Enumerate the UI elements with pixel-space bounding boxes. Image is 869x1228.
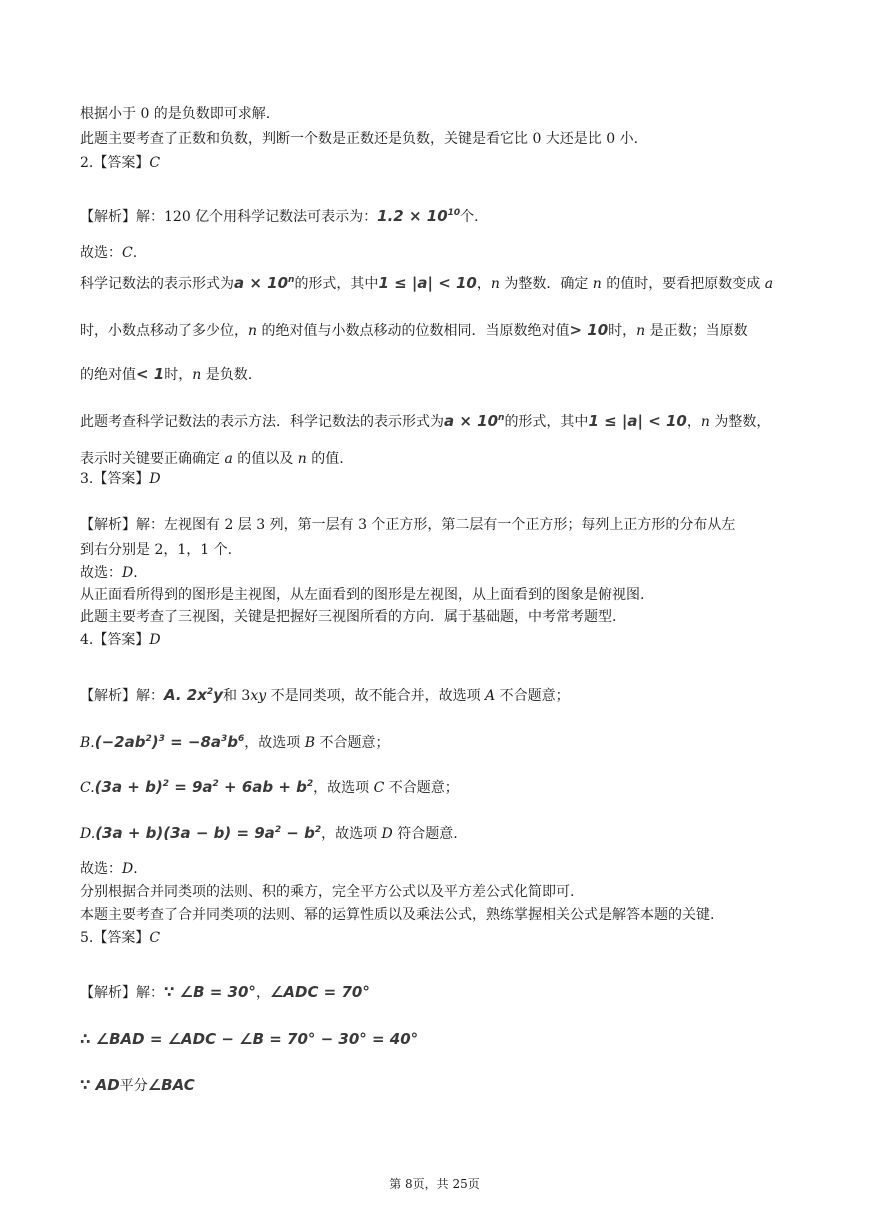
analysis-line: 【解析】解：A. $2x^2y$和 3xy 不是同类项，故不能合并，故选项 A 不合题意； [80,686,570,704]
text: 个. [460,209,479,225]
text-line: 此题主要考查了三视图，关键是把握好三视图所看的方向．属于基础题，中考常考题型. [80,609,617,625]
text: 根据小于 0 的是负数即可求解. [80,106,271,122]
answer-letter: C [149,155,161,171]
page-footer [0,1176,869,1192]
answer-letter: D [149,471,161,487]
text-line: 科学记数法的表示形式为$a \times 10^n$的形式，其中1 ≤ |a| < 10，n 为整数．确定 n 的值时，要看把原数变成 a [80,274,774,292]
analysis-line: 【解析】解：∵ ∠B = 30°，∠ADC = 70° [80,983,370,1001]
text-line: $C.(3a + b)^2 = 9a^2 + 6ab + b^2$，故选项 C 不合题意； [80,778,459,796]
text: 【解析】解：120 亿个用科学记数法可表示为： [80,209,378,225]
formula: $1.2 \times 10^{10}$ [377,207,461,225]
answer-heading [80,153,789,173]
text-line [80,104,789,124]
formula: ∠ADC = 70° [269,983,370,1001]
answer-heading: 5.【答案】C [80,930,161,946]
analysis-line: 【解析】解：左视图有 2 层 3 列，第一层有 3 个正方形，第二层有一个正方形；每列上正方形的分布从左 [80,517,736,533]
answer-heading: 4.【答案】D [80,632,161,648]
formula: $a \times 10^n$ [444,412,505,430]
formula: 1 ≤ |a| < 10 [588,412,687,430]
analysis-line [80,206,789,227]
text-line: 分别根据合并同类项的法则、积的乘方，完全平方公式以及平方差公式化简即可. [80,884,575,900]
text-line: 从正面看所得到的图形是主视图，从左面看到的图形是左视图，从上面看到的图象是俯视图. [80,587,645,603]
text-line: $D.(3a + b)(3a - b) = 9a^2 - b^2$，故选项 D 符合题意. [80,824,458,842]
text-line: ∵ AD平分∠BAC [80,1076,195,1094]
page-number: 第 8页，共 25页 [389,1177,480,1191]
text-line: 此题考查科学记数法的表示方法．科学记数法的表示形式为$a \times 10^n$的形式，其中1 ≤ |a| < 10，n 为整数， [80,412,771,430]
answer-letter: D [149,632,161,648]
formula: ∵ ∠B = 30° [164,983,256,1001]
text-line: 表示时关键要正确确定 a 的值以及 n 的值. [80,451,344,467]
text-line: 时，小数点移动了多少位，n 的绝对值与小数点移动的位数相同．当原数绝对值> 10时，n 是正数；当原数 [80,321,748,339]
formula: < 1 [136,365,165,383]
answer-heading: 3.【答案】D [80,471,161,487]
formula: $a \times 10^n$ [234,274,295,292]
text-line: 故选：D. [80,861,138,877]
formula: A. $2x^2y$ [164,686,223,704]
text-line [80,129,789,149]
formula: 1 ≤ |a| < 10 [378,274,477,292]
formula: ∴ ∠BAD = ∠ADC − ∠B = 70° − 30° = 40° [80,1030,419,1048]
text-line: 本题主要考查了合并同类项的法则、幂的运算性质以及乘法公式，熟练掌握相关公式是解答本题的关键. [80,907,715,923]
text-line: 故选：D. [80,565,138,581]
formula: > 10 [569,321,609,339]
text-line: 到右分别是 2，1，1 个. [80,542,233,558]
text-line [80,1029,789,1050]
text: 此题主要考查了正数和负数，判断一个数是正数还是负数，关键是看它比 0 大还是比 0 小. [80,131,639,147]
formula: $(3a + b)(3a - b) = 9a^2 - b^2$ [95,824,322,842]
formula: $(3a + b)^2 = 9a^2 + 6ab + b^2$ [94,778,314,796]
formula: ∵ AD [80,1076,120,1094]
formula: ∠BAC [147,1076,195,1094]
formula: $(-2ab^2)^3 = -8a^3b^6$ [94,733,245,751]
text-line: 的绝对值< 1时，n 是负数. [80,365,253,383]
text-line: 故选：C. [80,245,138,261]
answer-letter: C [149,930,161,946]
text: 2.【答案】 [80,155,150,171]
text-line: $B.(-2ab^2)^3 = -8a^3b^6$，故选项 B 不合题意； [80,733,390,751]
